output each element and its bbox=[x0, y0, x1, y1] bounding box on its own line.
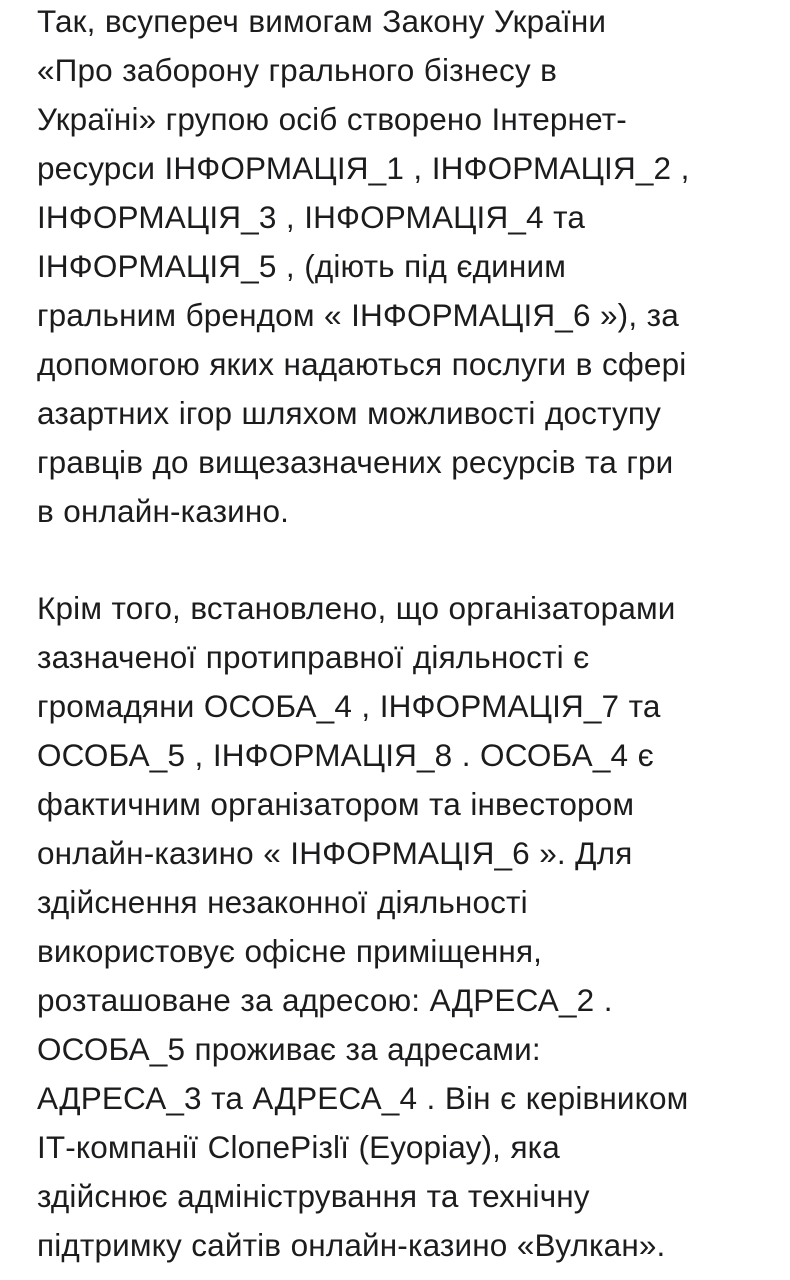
text-line: ІТ-компанії СlопеРізlї (Еуоріау), яка bbox=[37, 1129, 560, 1165]
paragraph-gambling-resources bbox=[37, 0, 777, 536]
text-line: гравців до вищезазначених ресурсів та гри bbox=[37, 444, 674, 480]
text-line: ОСОБА_5 проживає за адресами: bbox=[37, 1031, 541, 1067]
text-line: фактичним організатором та інвестором bbox=[37, 786, 635, 822]
text-line: розташоване за адресою: АДРЕСА_2 . bbox=[37, 982, 613, 1018]
text-line: гральним брендом « ІНФОРМАЦІЯ_6 »), за bbox=[37, 297, 679, 333]
text-line: Україні» групою осіб створено Інтернет- bbox=[37, 101, 627, 137]
text-line: громадяни ОСОБА_4 , ІНФОРМАЦІЯ_7 та bbox=[37, 688, 661, 724]
text-line: АДРЕСА_3 та АДРЕСА_4 . Він є керівником bbox=[37, 1080, 689, 1116]
text-line: ресурси ІНФОРМАЦІЯ_1 , ІНФОРМАЦІЯ_2 , bbox=[37, 150, 690, 186]
text-line: допомогою яких надаються послуги в сфері bbox=[37, 346, 687, 382]
text-line: здійснення незаконної діяльності bbox=[37, 884, 528, 920]
text-line: в онлайн-казино. bbox=[37, 493, 290, 529]
text-line: Так, всупереч вимогам Закону України bbox=[37, 3, 607, 39]
text-line: ІНФОРМАЦІЯ_3 , ІНФОРМАЦІЯ_4 та bbox=[37, 199, 585, 235]
text-line: ІНФОРМАЦІЯ_5 , (діють під єдиним bbox=[37, 248, 567, 284]
text-line: азартних ігор шляхом можливості доступу bbox=[37, 395, 662, 431]
text-line: використовує офісне приміщення, bbox=[37, 933, 543, 969]
paragraph-organizers bbox=[37, 584, 777, 1270]
text-line: ОСОБА_5 , ІНФОРМАЦІЯ_8 . ОСОБА_4 є bbox=[37, 737, 654, 773]
text-line: підтримку сайтів онлайн-казино «Вулкан». bbox=[37, 1227, 666, 1263]
text-line: здійснює адміністрування та технічну bbox=[37, 1178, 590, 1214]
text-line: зазначеної протиправної діяльності є bbox=[37, 639, 590, 675]
text-line: «Про заборону грального бізнесу в bbox=[37, 52, 558, 88]
text-line: онлайн-казино « ІНФОРМАЦІЯ_6 ». Для bbox=[37, 835, 633, 871]
text-line: Крім того, встановлено, що організаторами bbox=[37, 590, 676, 626]
